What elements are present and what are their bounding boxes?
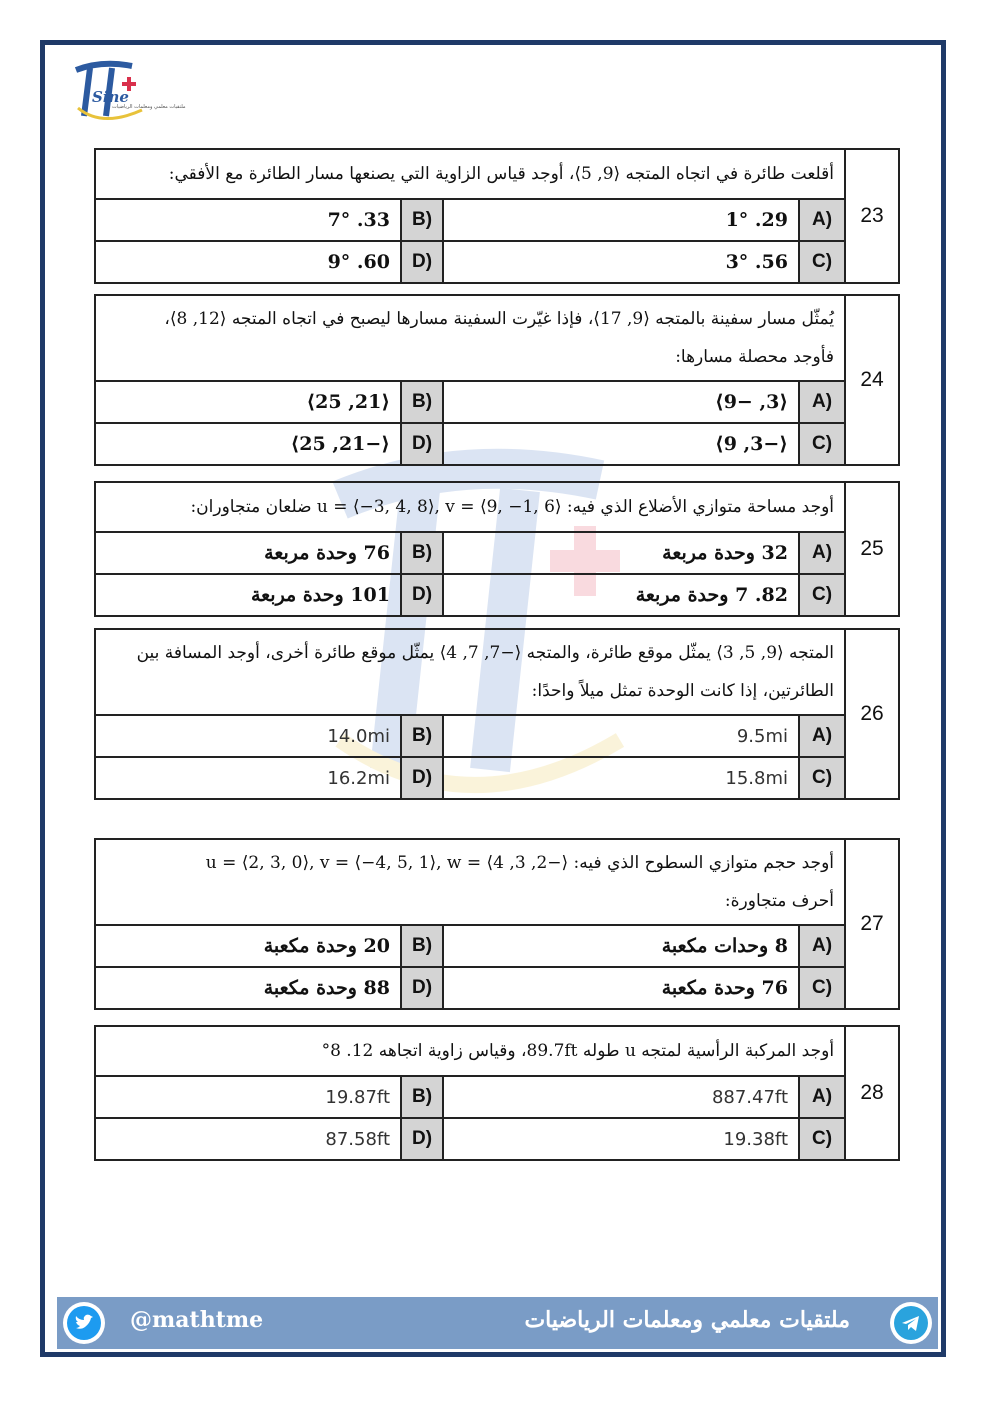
option-a-letter: A) [799, 715, 845, 757]
question-stem: أقلعت طائرة في اتجاه المتجه ⟨9, 5⟩، أوجد قياس الزاوية التي يصنعها مسار الطائرة مع الأفقي: [95, 149, 845, 199]
option-d-value: 101 وحدة مربعة [95, 574, 401, 616]
option-d-letter: D) [401, 967, 443, 1009]
footer-banner [57, 1297, 938, 1349]
option-c-letter: C) [799, 1118, 845, 1160]
question-27 [94, 838, 900, 1010]
question-stem: المتجه ⟨9, 5, 3⟩ يمثّل موقع طائرة، والمتجه ⟨−7, 7, 4⟩ يمثّل موقع طائرة أخرى، أوجد المسافة بين الطائرتين، إذا كانت الوحدة تمثل ميلاً واحدًا: [95, 629, 845, 715]
option-b-letter: B) [401, 532, 443, 574]
question-25 [94, 481, 900, 617]
option-d-value: 87.58ft [95, 1118, 401, 1160]
option-d-value: 60. 9° [95, 241, 401, 283]
question-23 [94, 148, 900, 284]
option-b-value: 20 وحدة مكعبة [95, 925, 401, 967]
question-28 [94, 1025, 900, 1161]
option-c-value: 76 وحدة مكعبة [443, 967, 799, 1009]
option-c-letter: C) [799, 757, 845, 799]
option-a-value: 29. 1° [443, 199, 799, 241]
question-number: 26 [845, 629, 899, 799]
option-c-letter: C) [799, 423, 845, 465]
option-d-letter: D) [401, 574, 443, 616]
option-b-value: 19.87ft [95, 1076, 401, 1118]
question-number: 28 [845, 1026, 899, 1160]
question-24 [94, 294, 900, 466]
option-d-value: 88 وحدة مكعبة [95, 967, 401, 1009]
option-b-value: 76 وحدة مربعة [95, 532, 401, 574]
question-number: 24 [845, 295, 899, 465]
option-c-value: ⟨−3, 9⟩ [443, 423, 799, 465]
question-stem: أوجد المركبة الرأسية لمتجه u طوله 89.7ft، وقياس زاوية اتجاهه 12. 8° [95, 1026, 845, 1076]
option-a-letter: A) [799, 199, 845, 241]
option-a-value: 887.47ft [443, 1076, 799, 1118]
question-stem: أوجد مساحة متوازي الأضلاع الذي فيه: u = ⟨−3, 4, 8⟩, v = ⟨9, −1, 6⟩ ضلعان متجاوران: [95, 482, 845, 532]
option-c-letter: C) [799, 241, 845, 283]
option-d-value: 16.2mi [95, 757, 401, 799]
option-c-letter: C) [799, 574, 845, 616]
option-b-value: 33. 7° [95, 199, 401, 241]
footer-title: ملتقيات معلمي ومعلمات الرياضيات [524, 1307, 850, 1333]
option-a-letter: A) [799, 925, 845, 967]
option-d-value: ⟨−21, 25⟩ [95, 423, 401, 465]
footer-handle[interactable]: @mathtme [130, 1307, 264, 1333]
option-c-value: 56. 3° [443, 241, 799, 283]
option-b-value: 14.0mi [95, 715, 401, 757]
option-d-letter: D) [401, 757, 443, 799]
option-a-letter: A) [799, 381, 845, 423]
option-b-letter: B) [401, 199, 443, 241]
telegram-icon[interactable] [890, 1302, 932, 1344]
option-d-letter: D) [401, 1118, 443, 1160]
option-b-letter: B) [401, 715, 443, 757]
option-b-value: ⟨21, 25⟩ [95, 381, 401, 423]
option-a-letter: A) [799, 532, 845, 574]
option-c-value: 15.8mi [443, 757, 799, 799]
option-d-letter: D) [401, 241, 443, 283]
option-d-letter: D) [401, 423, 443, 465]
question-stem: أوجد حجم متوازي السطوح الذي فيه: ⟨−2, 3, 4⟩ = u = ⟨2, 3, 0⟩, v = ⟨−4, 5, 1⟩, w أحرف متجاورة: [95, 839, 845, 925]
option-c-value: 82. 7 وحدة مربعة [443, 574, 799, 616]
option-c-value: 19.38ft [443, 1118, 799, 1160]
twitter-icon[interactable] [63, 1302, 105, 1344]
option-a-value: 32 وحدة مربعة [443, 532, 799, 574]
question-number: 27 [845, 839, 899, 1009]
option-a-value: 8 وحدات مكعبة [443, 925, 799, 967]
option-a-value: ⟨3, −9⟩ [443, 381, 799, 423]
option-c-letter: C) [799, 967, 845, 1009]
question-26 [94, 628, 900, 800]
option-b-letter: B) [401, 1076, 443, 1118]
option-b-letter: B) [401, 381, 443, 423]
question-number: 23 [845, 149, 899, 283]
option-b-letter: B) [401, 925, 443, 967]
option-a-value: 9.5mi [443, 715, 799, 757]
question-stem: يُمثّل مسار سفينة بالمتجه ⟨9, 17⟩، فإذا غيّرت السفينة مسارها ليصبح في اتجاه المتجه ⟨12, 8⟩، فأوجد محصلة مسارها: [95, 295, 845, 381]
option-a-letter: A) [799, 1076, 845, 1118]
question-number: 25 [845, 482, 899, 616]
logo-word: Sine [92, 88, 129, 106]
logo-tagline: ملتقيات معلمي ومعلمات الرياضيات [112, 104, 186, 110]
logo [72, 58, 186, 130]
